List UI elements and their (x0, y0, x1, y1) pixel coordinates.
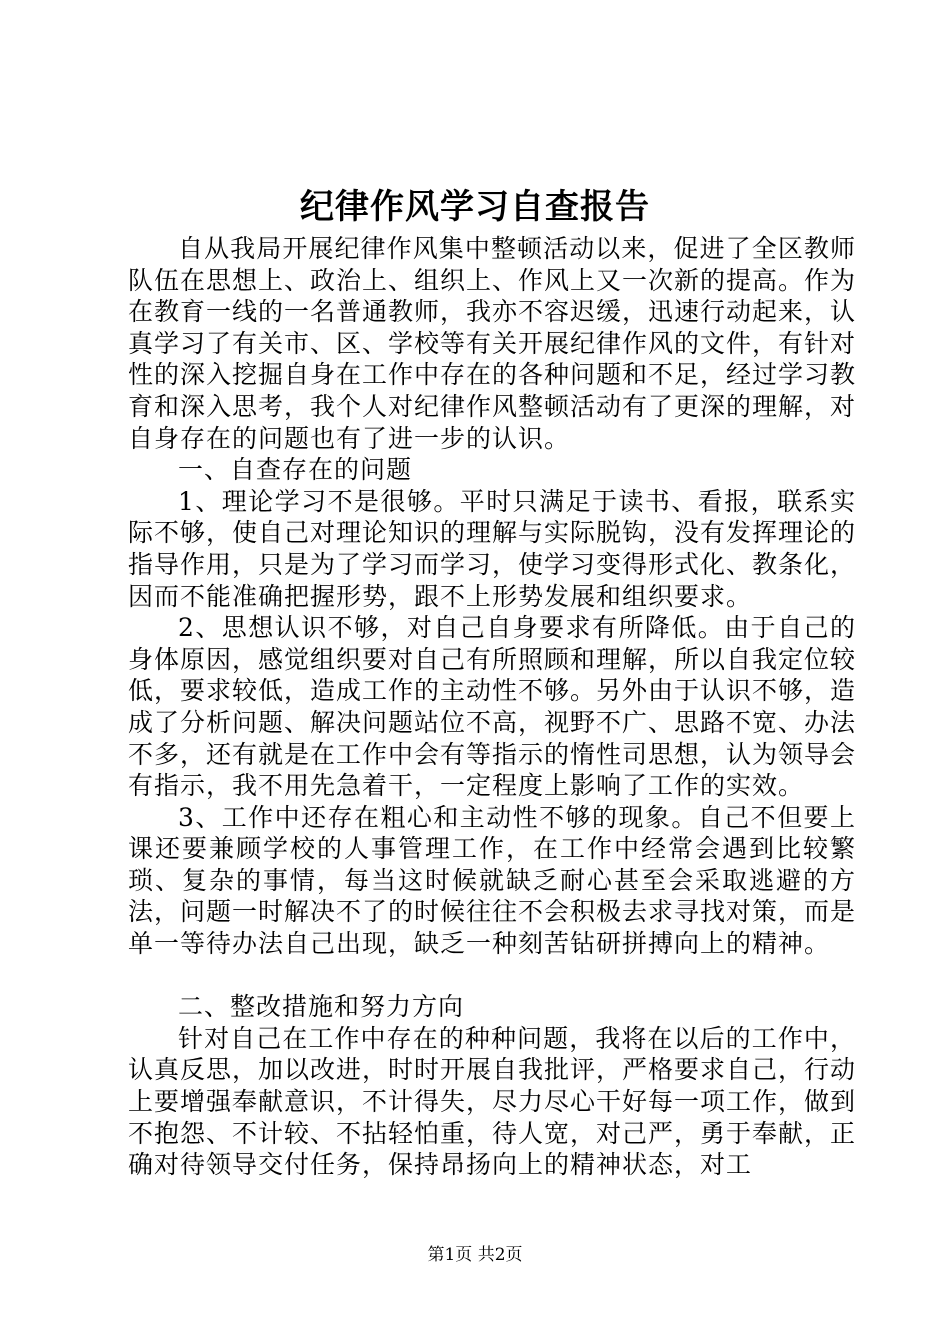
section-heading-problems: 一、自查存在的问题 (178, 455, 413, 485)
problem-paragraph-3: 3、工作中还存在粗心和主动性不够的现象。自己不但要上课还要兼顾学校的人事管理工作，在工作中经常会遇到比较繁琐、复杂的事情，每当这时候就缺乏耐心甚至会采取逃避的方法，问题一时解决不了的时候往往不会积极去求寻找对策，而是单一等待办法自己出现，缺乏一种刻苦钻研拼搏向上的精神。 (128, 802, 857, 959)
section-heading-measures: 二、整改措施和努力方向 (178, 992, 465, 1022)
intro-paragraph: 自从我局开展纪律作风集中整顿活动以来，促进了全区教师队伍在思想上、政治上、组织上、作风上又一次新的提高。作为在教育一线的一名普通教师，我亦不容迟缓，迅速行动起来，认真学习了有关市、区、学校等有关开展纪律作风的文件，有针对性的深入挖掘自身在工作中存在的各种问题和不足，经过学习教育和深入思考，我个人对纪律作风整顿活动有了更深的理解，对自身存在的问题也有了进一步的认识。 (128, 234, 857, 453)
problem-paragraph-2: 2、思想认识不够，对自己自身要求有所降低。由于自己的身体原因，感觉组织要对自己有所照顾和理解，所以自我定位较低，要求较低，造成工作的主动性不够。另外由于认识不够，造成了分析问题、解决问题站位不高，视野不广、思路不宽、办法不多，还有就是在工作中会有等指示的惰性司思想，认为领导会有指示，我不用先急着干，一定程度上影响了工作的实效。 (128, 613, 857, 801)
document-title: 纪律作风学习自查报告 (300, 187, 650, 227)
problem-paragraph-1: 1、理论学习不是很够。平时只满足于读书、看报，联系实际不够，使自己对理论知识的理解与实际脱钩，没有发挥理论的指导作用，只是为了学习而学习，使学习变得形式化、教条化，因而不能准确把握形势，跟不上形势发展和组织要求。 (128, 486, 857, 611)
measures-paragraph: 针对自己在工作中存在的种种问题，我将在以后的工作中，认真反思，加以改进，时时开展自我批评，严格要求自己，行动上要增强奉献意识，不计得失，尽力尽心干好每一项工作，做到不抱怨、不计较、不拈轻怕重，待人宽，对己严，勇于奉献，正确对待领导交付任务，保持昂扬向上的精神状态，对工 (128, 1023, 857, 1180)
page-number-footer: 第1页 共2页 (427, 1245, 523, 1265)
blank-line (128, 960, 856, 992)
document-body (128, 233, 856, 1181)
